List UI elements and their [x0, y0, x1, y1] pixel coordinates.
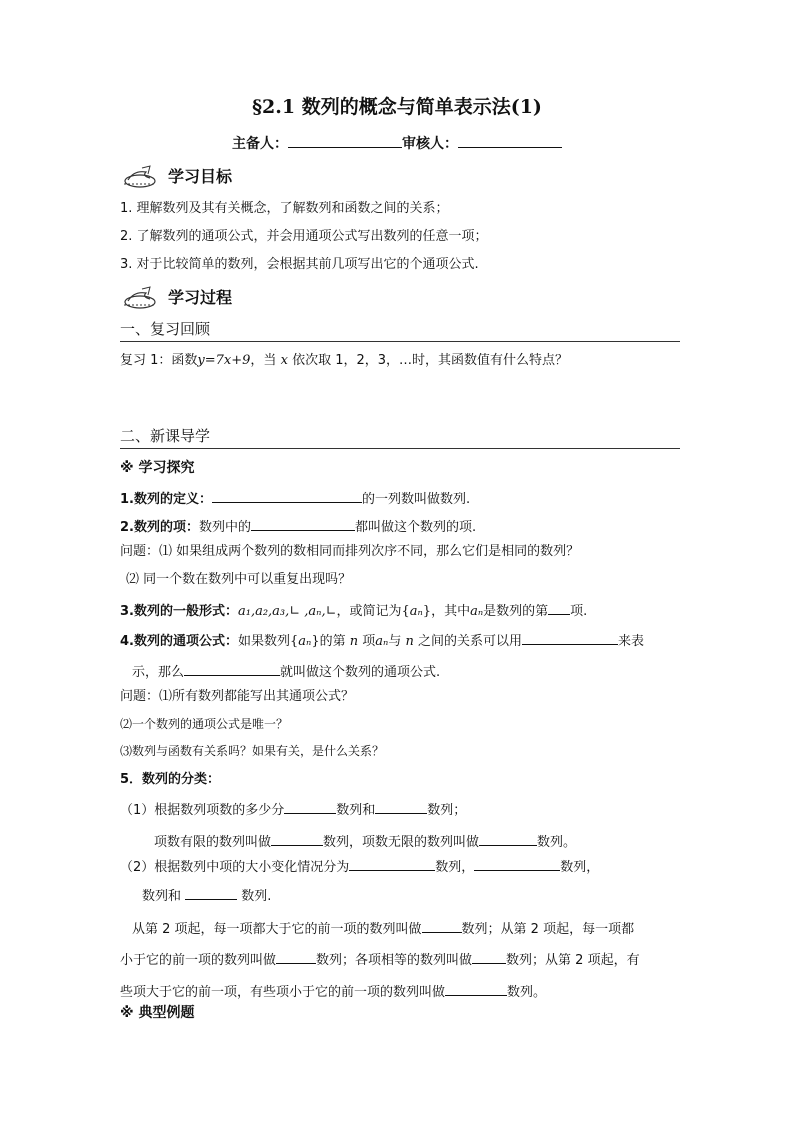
classification-1	[120, 801, 466, 817]
class-text: 数列，项数无限的数列叫做	[323, 835, 480, 850]
classification-2-line2	[142, 887, 271, 903]
formula-text: 项	[362, 634, 376, 649]
brace-right: }	[422, 604, 432, 619]
term-suffix: 都叫做这个数列的项.	[355, 520, 477, 535]
goals-header	[120, 164, 232, 190]
examples-heading: ※ 典型例题	[120, 1005, 195, 1021]
class-text: 数列，	[435, 860, 475, 875]
class-text: 数列和	[142, 889, 182, 904]
brace-right: }	[311, 634, 320, 649]
formula-text: 与	[388, 634, 402, 649]
formula-an: aₙ	[375, 634, 389, 649]
para-text: 数列；从第 2 项起，每一项都	[461, 922, 635, 937]
para-blank[interactable]	[276, 951, 316, 964]
general-form-blank[interactable]	[548, 602, 570, 615]
para-blank[interactable]	[472, 951, 506, 964]
question-3-1: 问题：⑴所有数列都能写出其通项公式？	[120, 689, 355, 704]
brace-left: {	[290, 634, 299, 649]
page-title: §2.1 数列的概念与简单表示法(1)	[252, 96, 542, 118]
process-heading: 学习过程	[168, 288, 233, 307]
review-question	[120, 354, 568, 367]
review-q-prefix: 复习 1：函数	[120, 353, 198, 368]
general-form-end: 项.	[570, 604, 588, 619]
para-blank[interactable]	[445, 983, 507, 996]
goal-item: 1. 理解数列及其有关概念，了解数列和函数之间的关系；	[120, 201, 449, 216]
para-text: 些项大于它的前一项，有些项小于它的前一项的数列叫做	[120, 985, 446, 1000]
formula-line-2	[132, 663, 440, 679]
question-1: 问题：⑴ 如果组成两个数列的数相同而排列次序不同，那么它们是相同的数列？	[120, 544, 580, 559]
formula-text: 示，那么	[132, 665, 185, 680]
class-blank[interactable]	[271, 833, 323, 846]
formula-text: 来表	[618, 634, 645, 649]
byline	[0, 135, 794, 151]
para-blank[interactable]	[422, 920, 462, 933]
general-form-set: aₙ	[409, 604, 423, 619]
para-text: 数列。	[507, 985, 547, 1000]
general-form-label: 3.数列的一般形式：	[120, 604, 238, 619]
formula-blank[interactable]	[184, 663, 280, 676]
definition-suffix: 的一列数叫做数列.	[361, 492, 471, 507]
formula-text: 如果数列	[237, 634, 290, 649]
class-blank[interactable]	[479, 833, 537, 846]
class-text: 数列，	[560, 860, 600, 875]
formula-n: n	[349, 634, 359, 649]
formula-blank[interactable]	[522, 632, 618, 645]
formula-text: 就叫做这个数列的通项公式.	[280, 665, 441, 680]
general-form-mid2: ，其中	[431, 604, 471, 619]
formula-line-1	[120, 632, 644, 648]
class-text: （2）根据数列中项的大小变化情况分为	[120, 860, 350, 875]
term-blank[interactable]	[251, 518, 355, 531]
definition-label: 1.数列的定义：	[120, 492, 212, 507]
definition-blank[interactable]	[212, 490, 362, 503]
class-text: （1）根据数列项数的多少分	[120, 803, 285, 818]
para-text: 数列；从第 2 项起，有	[506, 953, 640, 968]
question-2: ⑵ 同一个数在数列中可以重复出现吗？	[126, 572, 352, 587]
para-text: 小于它的前一项的数列叫做	[120, 953, 277, 968]
para-text: 从第 2 项起，每一项都大于它的前一项的数列叫做	[132, 922, 422, 937]
term-line	[120, 518, 476, 534]
review-q-mid: ，当	[250, 353, 277, 368]
book-pen-icon	[120, 285, 158, 311]
classification-1-line2	[154, 833, 576, 849]
paragraph-line-2	[120, 951, 640, 967]
formula-text: 之间的关系可以用	[417, 634, 522, 649]
general-form-line	[120, 602, 587, 618]
class-text: 数列.	[241, 889, 272, 904]
explore-heading: ※ 学习探究	[120, 460, 195, 476]
paragraph-line-1	[132, 920, 634, 936]
formula-text: 的第	[319, 634, 346, 649]
class-text: 数列。	[537, 835, 577, 850]
classification-2	[120, 858, 599, 874]
paragraph-line-3	[120, 983, 546, 999]
newlesson-heading: 二、新课导学	[120, 429, 680, 449]
review-heading: 一、复习回顾	[120, 322, 680, 342]
question-3-3: ⑶数列与函数有关系吗？如果有关，是什么关系？	[120, 744, 385, 758]
term-label: 2.数列的项：	[120, 520, 199, 535]
reviewer-blank[interactable]	[458, 135, 562, 148]
preparer-label: 主备人：	[232, 136, 288, 152]
goal-item: 2. 了解数列的通项公式，并会用通项公式写出数列的任意一项；	[120, 229, 488, 244]
goals-heading: 学习目标	[168, 167, 233, 186]
class-blank[interactable]	[284, 801, 336, 814]
review-q-suffix: 依次取 1，2，3，…时，其函数值有什么特点？	[292, 353, 569, 368]
class-text: 数列和	[336, 803, 376, 818]
formula-label: 4.数列的通项公式：	[120, 634, 238, 649]
class-blank[interactable]	[185, 887, 237, 900]
para-text: 数列；各项相等的数列叫做	[316, 953, 473, 968]
general-form-suffix: 是数列的第	[483, 604, 549, 619]
review-q-func: y=7x+9	[197, 353, 251, 368]
brace-left: {	[401, 604, 410, 619]
class-blank[interactable]	[375, 801, 427, 814]
goal-item: 3. 对于比较简单的数列，会根据其前几项写出它的个通项公式.	[120, 257, 479, 272]
formula-n: n	[405, 634, 414, 649]
process-header	[120, 285, 232, 311]
formula-an: aₙ	[298, 634, 312, 649]
general-form-an: aₙ	[470, 604, 484, 619]
review-q-x: x	[280, 353, 288, 368]
question-3-2: ⑵一个数列的通项公式是唯一？	[120, 717, 289, 731]
term-text: 数列中的	[198, 520, 251, 535]
book-pen-icon	[120, 164, 158, 190]
class-blank[interactable]	[349, 858, 435, 871]
reviewer-label: 审核人：	[402, 136, 458, 152]
class-text: 项数有限的数列叫做	[154, 835, 272, 850]
general-form-sequence: a₁,a₂,a₃,∟ ,aₙ,∟	[237, 604, 337, 619]
classification-label: 5．数列的分类：	[120, 772, 221, 787]
definition-line	[120, 490, 470, 506]
class-text: 数列；	[427, 803, 467, 818]
general-form-mid: ，或简记为	[336, 604, 402, 619]
class-blank[interactable]	[474, 858, 560, 871]
preparer-blank[interactable]	[288, 135, 402, 148]
